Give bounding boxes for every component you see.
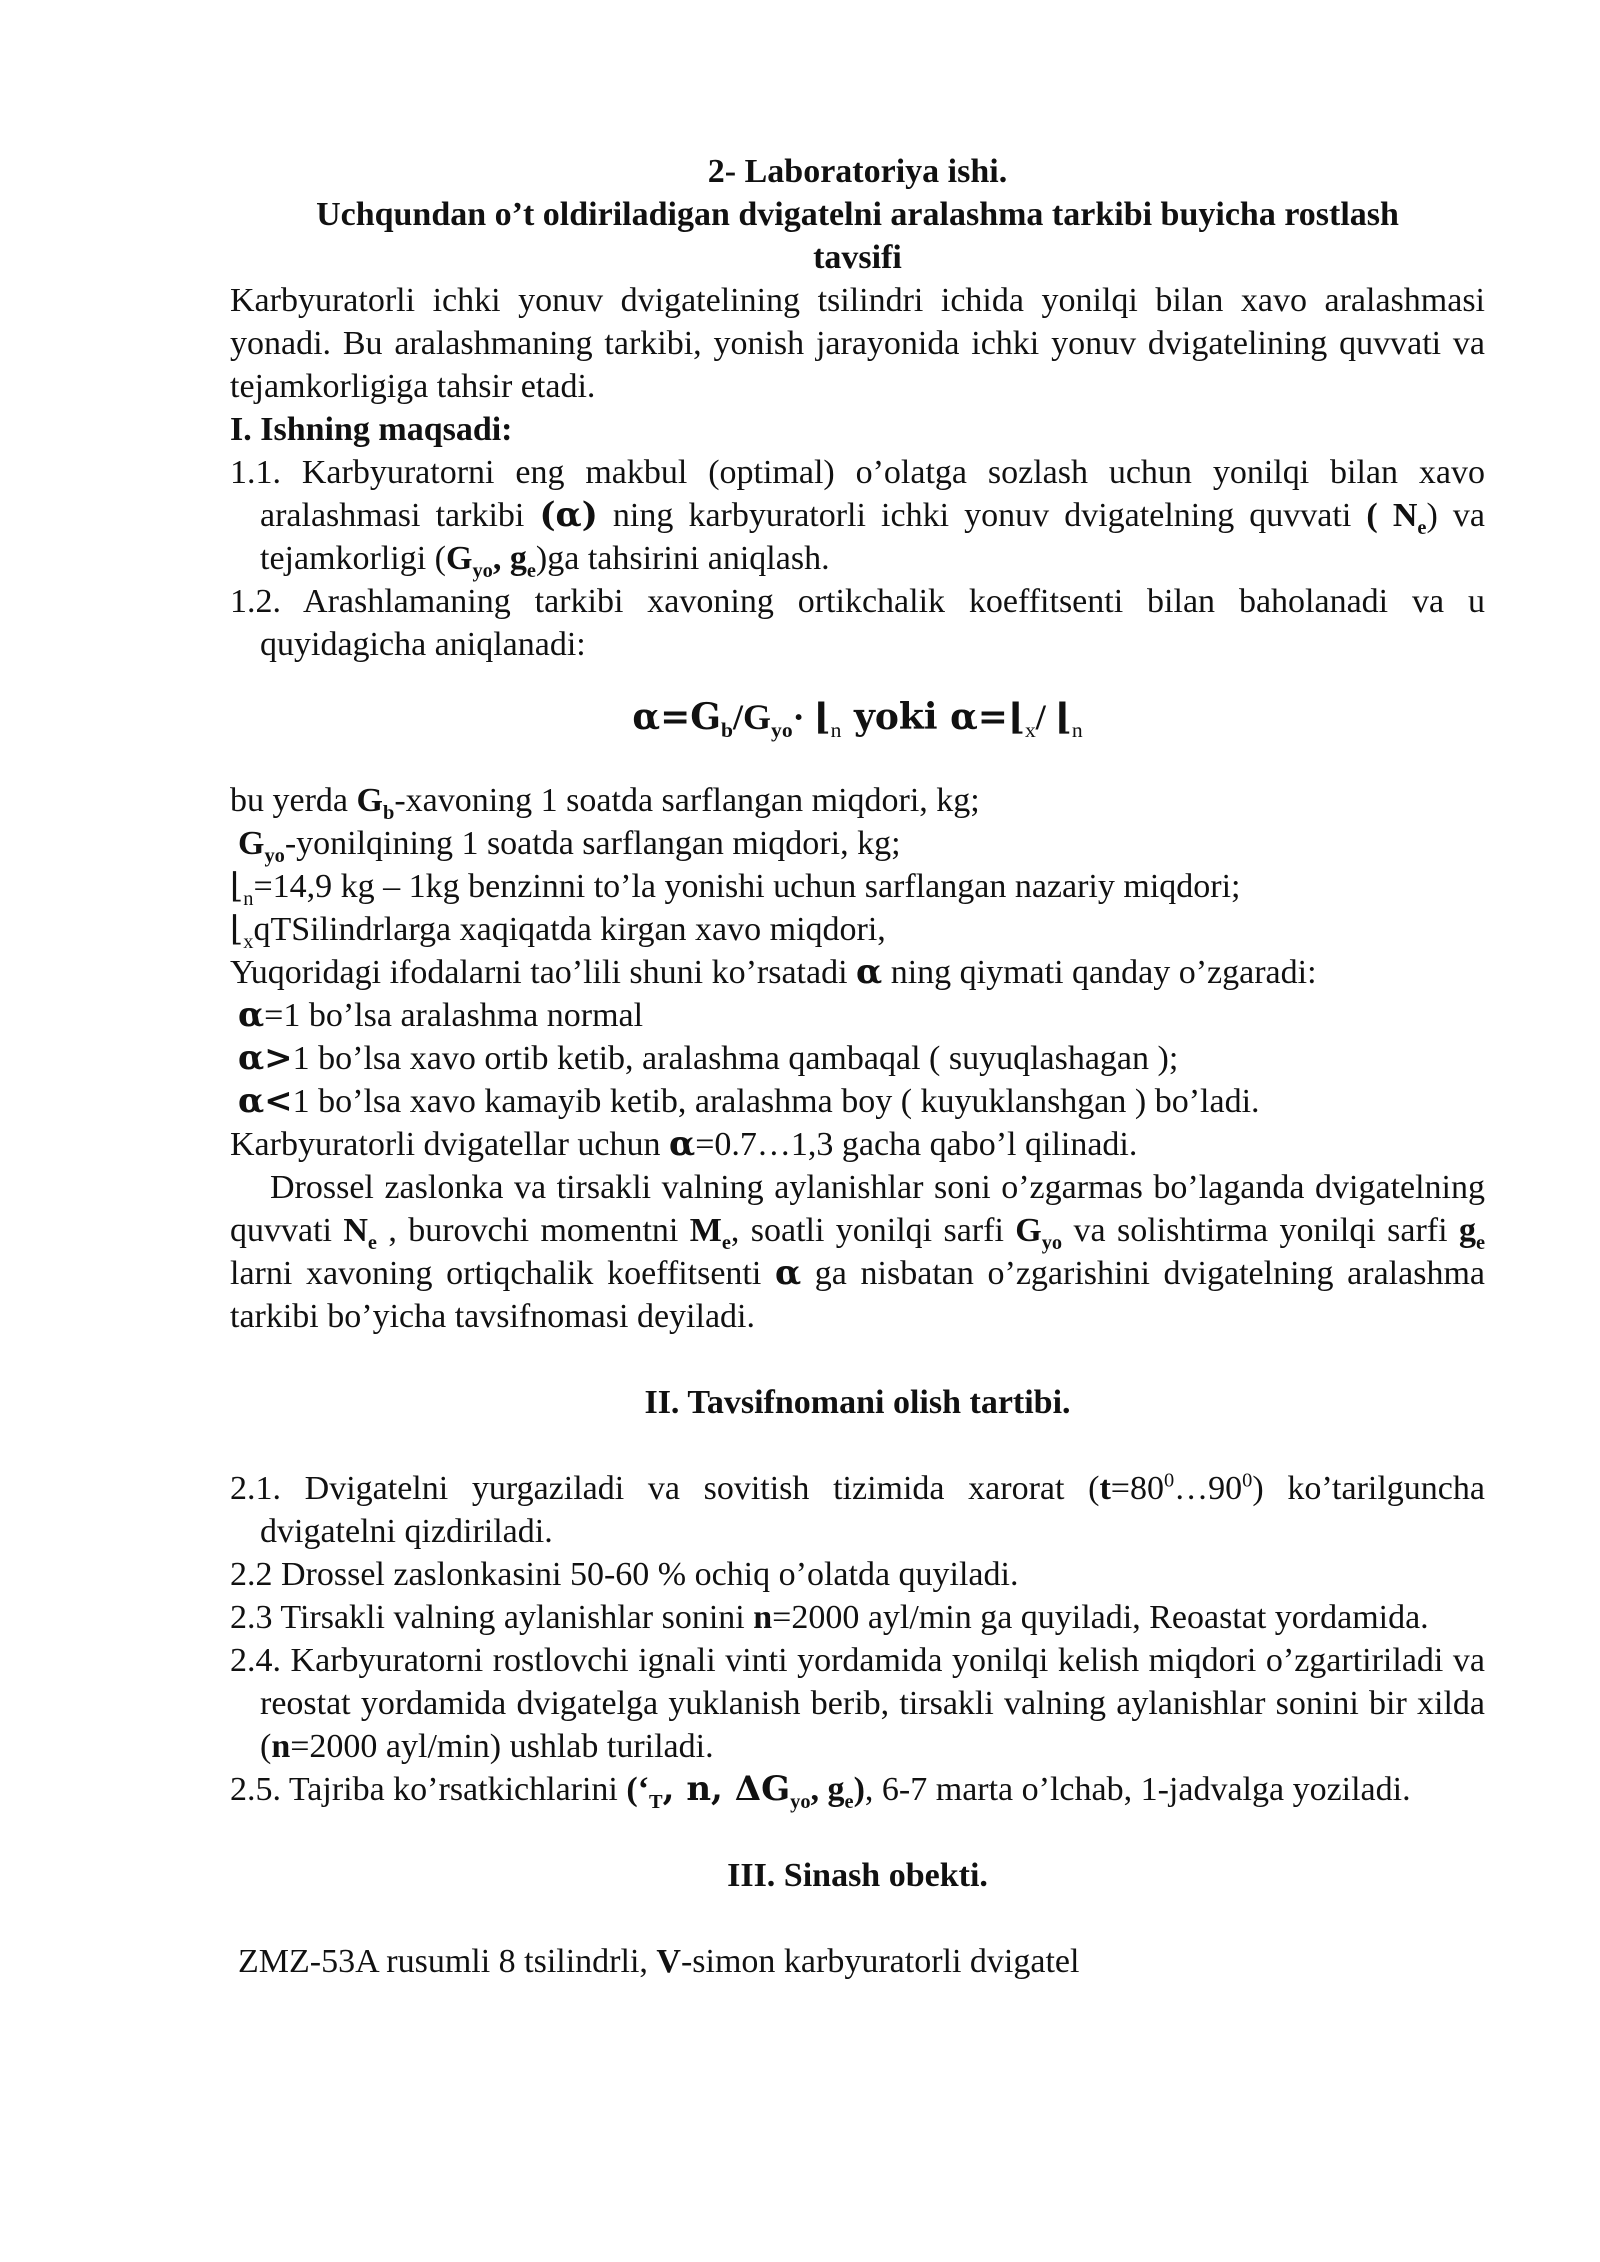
section-1-heading: I. Ishning maqsadi:	[230, 411, 513, 448]
characteristic-paragraph: Drossel zaslonka va tirsakli valning aylanishlar soni o’zgarmas bo’laganda dvigatelning quvvati $N_e$ , burovchi momentni $M_e$, soatli yonilqi sarfi $G_{yo}$ va solishtirma yonilqi sarfi $g_e$ larni xavoning ortiqchalik koeffitsenti α ga nisbatan o’zgarishini dvigatelning aralashma tarkibi bo’yicha tavsifnomasi deyiladi.	[230, 1169, 1485, 1335]
section-3-heading: III. Sinash obekti.	[727, 1857, 988, 1894]
title-line-2: Uchqundan o’t oldiriladigan dvigatelni aralashma tarkibi buyicha rostlash	[316, 196, 1399, 233]
alpha-range-line: Karbyuratorli dvigatellar uchun α=0.7…1,3 gacha qabo’l qilinadi.	[230, 1124, 1138, 1164]
section-2-heading: II. Tavsifnomani olish tartibi.	[644, 1384, 1071, 1421]
alpha-analysis-line: Yuqoridagi ifodalarni tao’lili shuni ko’rsatadi α ning qiymati qanday o’zgaradi:	[230, 952, 1317, 992]
alpha-greater-line: α>1 bo’lsa xavo ortib ketib, aralashma qambaqal ( suyuqlashagan );	[238, 1038, 1179, 1078]
item-2-4: 2.4. Karbyuratorni rostlovchi ignali vinti yordamida yonilqi kelish miqdori o’zgartiriladi va reostat yordamida dvigatelga yuklanish berib, tirsakli valning aylanishlar sonini bir xilda (n=2000 ayl/min) ushlab turiladi.	[230, 1642, 1485, 1765]
definition-lx: $⌊_xqTSilindrlarga$ xaqiqatda kirgan xavo miqdori,	[230, 911, 886, 953]
definition-gb: bu yerda $G_b$-xavoning 1 soatda sarflangan miqdori, kg;	[230, 782, 980, 824]
item-2-1: 2.1. Dvigatelni yurgaziladi va sovitish tizimida xarorat $(t=80^0\dots 90^0)$ ko’tarilguncha dvigatelni qizdiriladi.	[230, 1469, 1485, 1550]
intro-paragraph: Karbyuratorli ichki yonuv dvigatelining tsilindri ichida yonilqi bilan xavo aralashmasi yonadi. Bu aralashmaning tarkibi, yonish jarayonida ichki yonuv dvigatelining quvvati va tejamkorligiga tahsir etadi.	[230, 282, 1485, 405]
alpha-formula: $\alpha=G_b/G_{yo}\cdot$ $⌊_n$ yoki $\alpha=⌊_x/$ $⌊_n$	[632, 696, 1083, 743]
title-line-1: 2- Laboratoriya ishi.	[707, 153, 1008, 190]
item-2-2: 2.2 Drossel zaslonkasini 50-60 % ochiq o’olatda quyiladi.	[230, 1556, 1019, 1593]
document-page	[230, 150, 1485, 1983]
item-2-5: 2.5. Tajriba ko’rsatkichlarini (‘$_T$, n, $\Delta G_{yo}$, $g_e$), 6-7 marta o’lchab, 1-jadvalga yoziladi.	[230, 1769, 1411, 1813]
alpha-equal-line: α=1 bo’lsa aralashma normal	[238, 995, 644, 1035]
item-2-3: 2.3 Tirsakli valning aylanishlar sonini n=2000 ayl/min ga quyiladi, Reoastat yordamida.	[230, 1599, 1429, 1636]
test-object-line: ZMZ-53A rusumli 8 tsilindrli, V-simon karbyuratorli dvigatel	[238, 1943, 1080, 1980]
title-line-3: tavsifi	[813, 239, 902, 276]
alpha-less-line: α<1 bo’lsa xavo kamayib ketib, aralashma boy ( kuyuklanshgan ) bo’ladi.	[238, 1081, 1260, 1121]
definition-gyo: $G_{yo}$-yonilqining 1 soatda sarflangan miqdori, kg;	[238, 825, 901, 867]
item-1-2: 1.2. Arashlamaning tarkibi xavoning ortikchalik koeffitsenti bilan baholanadi va u quyidagicha aniqlanadi:	[230, 583, 1485, 663]
definition-ln: $⌊_n=14,9$ kg – 1kg benzinni to’la yonishi uchun sarflangan nazariy miqdori;	[230, 868, 1241, 910]
item-1-1: 1.1. Karbyuratorni eng makbul (optimal) o’olatga sozlash uchun yonilqi bilan xavo aralashmasi tarkibi (α) ning karbyuratorli ichki yonuv dvigatelning quvvati ( $N_e$) va tejamkorligi ($G_{yo}$, $g_e)ga$ tahsirini aniqlash.	[230, 454, 1485, 582]
